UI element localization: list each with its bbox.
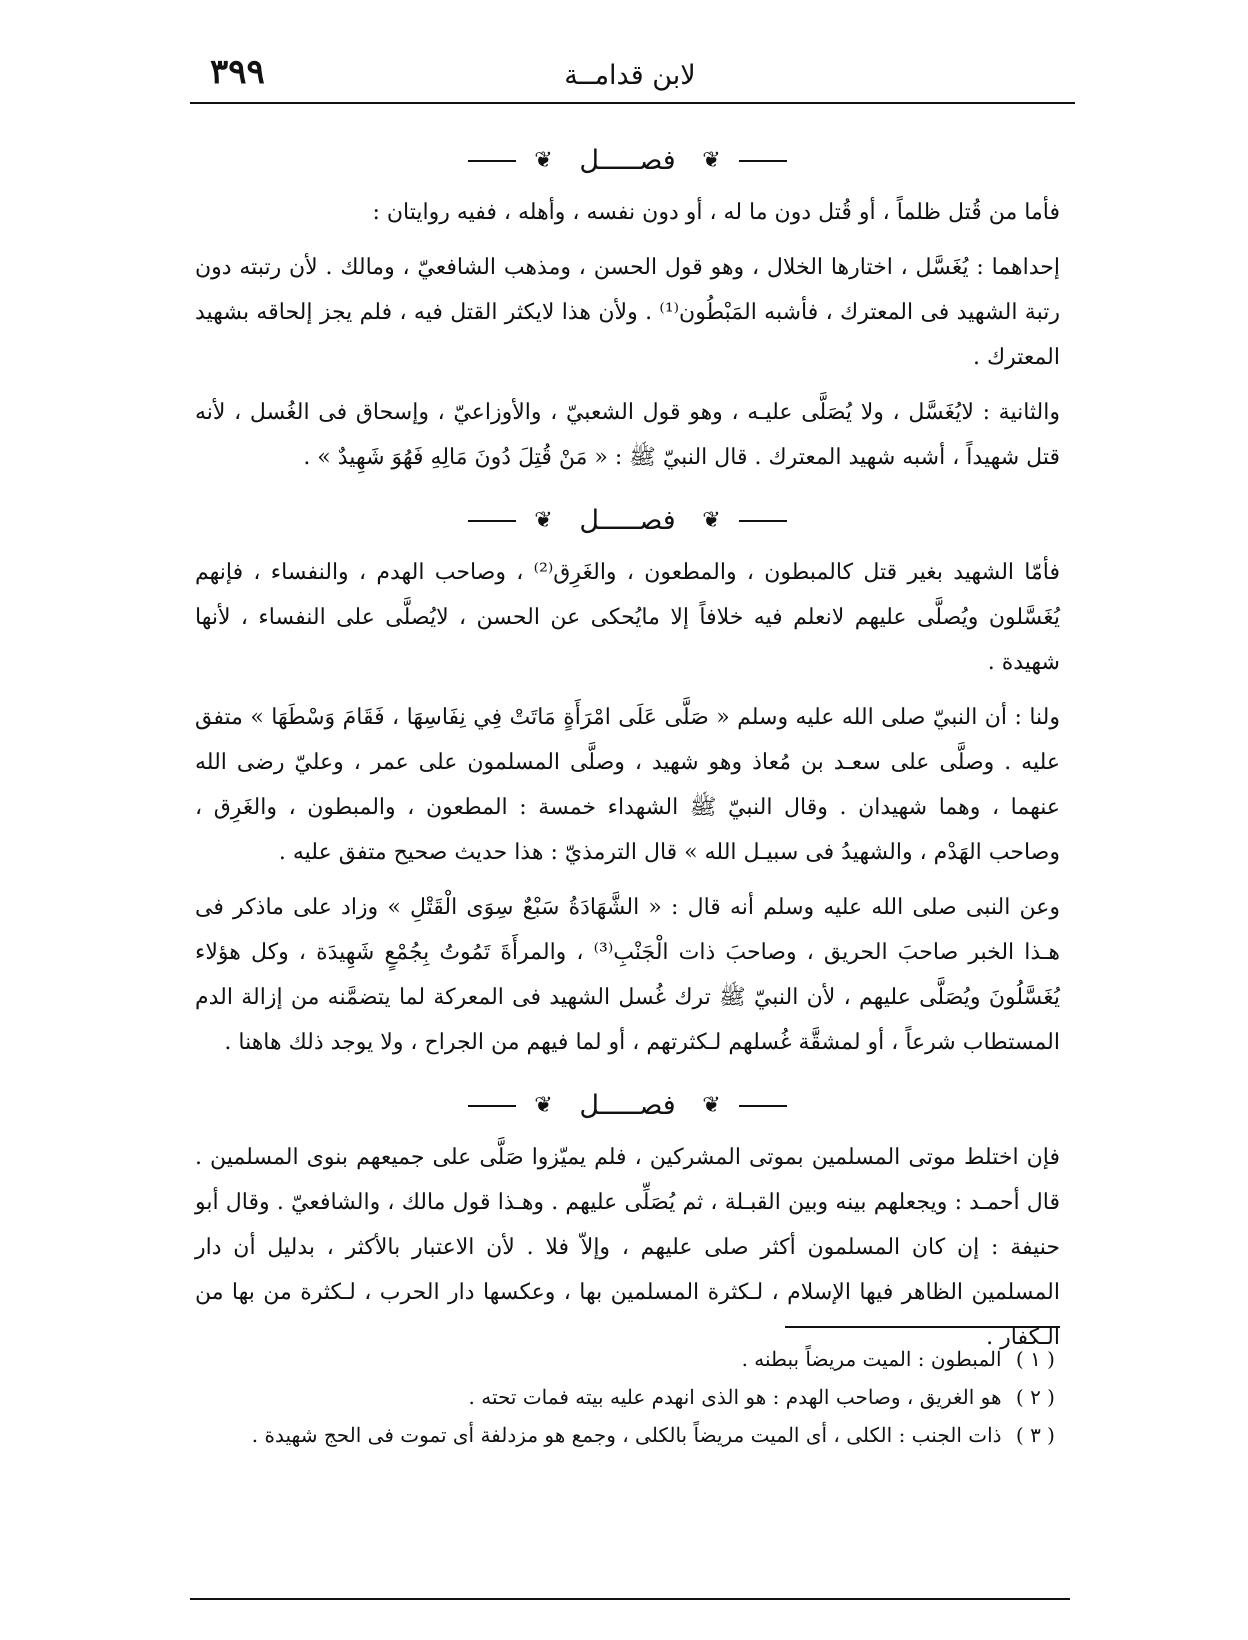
- page-header: [190, 52, 1070, 104]
- paragraph: إحداهما : يُغَسَّل ، اختارها الخلال ، وهو قول الحسن ، ومذهب الشافعيّ ، ومالك . لأن رتبته دون رتبة الشهيد فى المعترك ، فأشبه المَبْطُون⁽¹⁾ . ولأن هذا لايكثر القتل فيه ، فلم يجز إلحاقه بشهيد المعترك .: [195, 255, 1060, 370]
- section-heading: [195, 130, 1060, 190]
- heading-dash: [468, 160, 516, 162]
- ornament-icon: ❦: [534, 1092, 553, 1118]
- ornament-icon: ❦: [702, 147, 721, 173]
- section-heading-label: فصـــــل: [579, 144, 676, 176]
- section-heading-label: فصـــــل: [579, 504, 676, 536]
- page-number: ٣٩٩: [210, 52, 265, 92]
- running-title: لابن قدامــة: [564, 60, 696, 91]
- footnote-text: ذات الجنب : الكلى ، أى الميت مريضاً بالكلى ، وجمع هو مزدلفة أى تموت فى الحج شهيدة .: [251, 1423, 1002, 1447]
- heading-dash: [468, 1105, 516, 1107]
- ornament-icon: ❦: [534, 147, 553, 173]
- body-text: [195, 130, 1060, 1370]
- heading-dash: [468, 520, 516, 522]
- section-heading: [195, 1075, 1060, 1135]
- footnote: [195, 1416, 1055, 1454]
- paragraph: فأمّا الشهيد بغير قتل كالمبطون ، والمطعون ، والغَرِق⁽²⁾ ، وصاحب الهدم ، والنفساء ، فإنهم يُغَسَّلون ويُصلَّى عليهم لانعلم فيه خلافاً إلا مايُحكى عن الحسن ، لايُصلَّى على النفساء ، لأنها شهيدة .: [195, 560, 1061, 675]
- ornament-icon: ❦: [702, 507, 721, 533]
- ornament-icon: ❦: [534, 507, 553, 533]
- footnotes: [195, 1340, 1055, 1454]
- heading-dash: [739, 1105, 787, 1107]
- bottom-rule: [190, 1598, 1070, 1600]
- paragraph: فأما من قُتل ظلماً ، أو قُتل دون ما له ، أو دون نفسه ، وأهله ، ففيه روايتان :: [372, 200, 1060, 225]
- paragraph: فإن اختلط موتى المسلمين بموتى المشركين ، فلم يميّزوا صَلَّى على جميعهم بنوى المسلمين . قال أحمـد : ويجعلهم بينه وبين القبـلة ، ثم يُصَلِّى عليهم . وهـذا قول مالك ، والشافعيّ . وقال أبو حنيفة : إن كان المسلمون أكثر صلى عليهم ، وإلاّ فلا . لأن الاعتبار بالأكثر ، بدليل أن دار المسلمين الظاهر فيها الإسلام ، لـكثرة المسلمين بها ، وعكسها دار الحرب ، لـكثرة من بها من الـكفار .: [195, 1145, 1060, 1350]
- footnote-text: هو الغريق ، وصاحب الهدم : هو الذى انهدم عليه بيته فمات تحته .: [468, 1385, 1002, 1409]
- heading-dash: [739, 160, 787, 162]
- footnote-rule: [785, 1326, 1060, 1328]
- section-heading: [195, 490, 1060, 550]
- section-heading-label: فصـــــل: [579, 1089, 676, 1121]
- footnote-number: ( ١ ): [1015, 1347, 1055, 1371]
- ornament-icon: ❦: [702, 1092, 721, 1118]
- footnote-number: ( ٢ ): [1015, 1385, 1055, 1409]
- footnote: [195, 1378, 1055, 1416]
- footnote-text: المبطون : الميت مريضاً ببطنه .: [741, 1347, 1002, 1371]
- footnote: [195, 1340, 1055, 1378]
- paragraph: وعن النبى صلى الله عليه وسلم أنه قال : « الشَّهَادَةُ سَبْعٌ سِوَى الْقَتْلِ » وزاد على ماذكر فى هـذا الخبر صاحبَ الحريق ، وصاحبَ ذات الْجَنْبِ⁽³⁾ ، والمرأَةَ تَمُوتُ بِجُمْعٍ شَهِيدَة ، وكل هؤلاء يُغَسَّلُونَ ويُصَلَّى عليهم ، لأن النبيّ ﷺ ترك غُسل الشهيد فى المعركة لما يتضمَّنه من إزالة الدم المستطاب شرعاً ، أو لمشقَّة غُسلهم لـكثرتهم ، أو لما فيهم من الجراح ، ولا يوجد ذلك هاهنا .: [195, 895, 1060, 1055]
- paragraph: والثانية : لايُغَسَّل ، ولا يُصَلَّى عليـه ، وهو قول الشعبيّ ، والأوزاعيّ ، وإسحاق فى الغُسل ، لأنه قتل شهيداً ، أشبه شهيد المعترك . قال النبيّ ﷺ : « مَنْ قُتِلَ دُونَ مَالِهِ فَهُوَ شَهِيدٌ » .: [195, 400, 1060, 470]
- footnote-number: ( ٣ ): [1015, 1423, 1055, 1447]
- paragraph: ولنا : أن النبيّ صلى الله عليه وسلم « صَلَّى عَلَى امْرَأَةٍ مَاتَتْ فِي نِفَاسِهَا ، فَقَامَ وَسْطَهَا » متفق عليه . وصلَّى على سعـد بن مُعاذ وهو شهيد ، وصلَّى المسلمون على عمر ، وعليّ رضى الله عنهما ، وهما شهيدان . وقال النبيّ ﷺ الشهداء خمسة : المطعون ، والمبطون ، والغَرِق ، وصاحب الهَدْم ، والشهيدُ فى سبيـل الله » قال الترمذيّ : هذا حديث صحيح متفق عليه .: [195, 705, 1060, 865]
- heading-dash: [739, 520, 787, 522]
- header-rule: [190, 102, 1075, 104]
